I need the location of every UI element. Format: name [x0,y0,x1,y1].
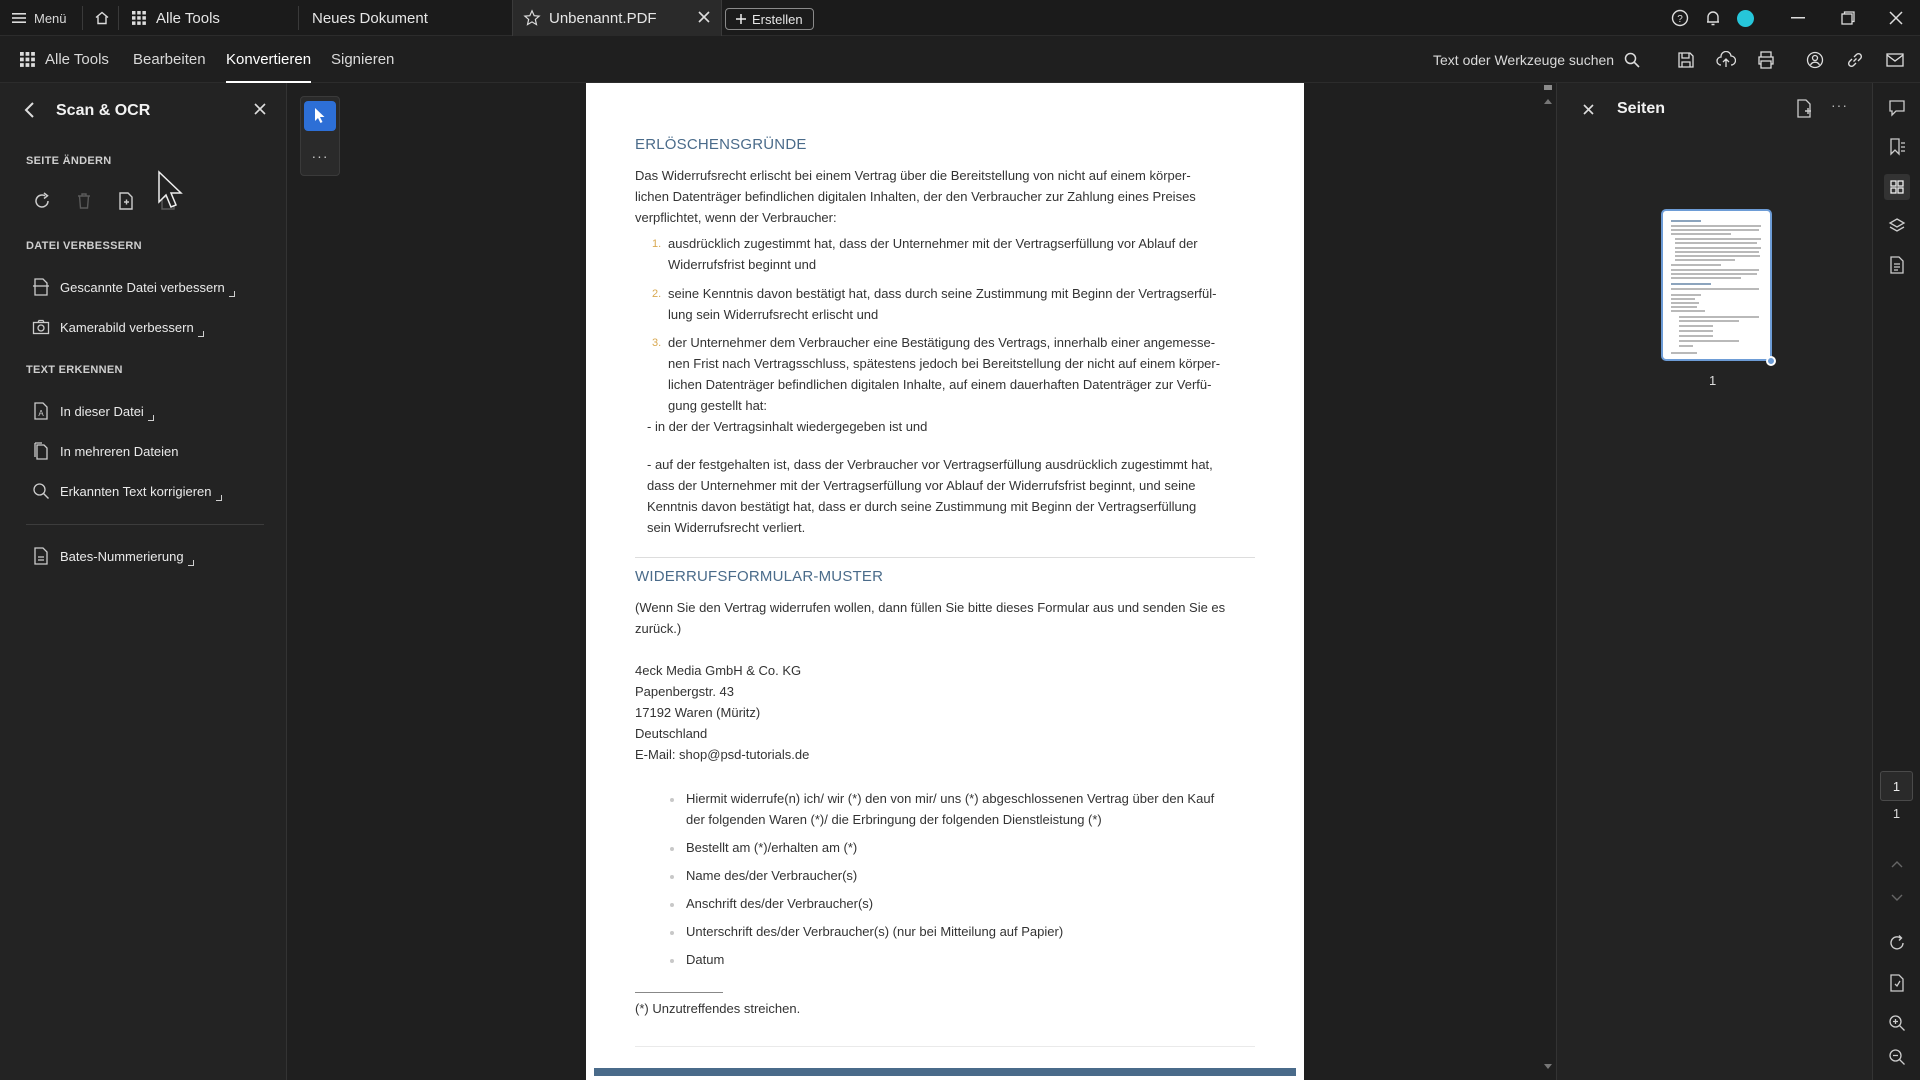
tab-unbenannt-pdf[interactable] [512,0,722,36]
paragraph [635,597,1255,639]
bullet [670,798,674,802]
bullet [670,875,674,879]
section-heading: SEITE ÄNDERN [26,155,112,167]
submenu-indicator [216,495,222,501]
thumb-line [1671,264,1721,266]
close-icon [1889,11,1903,25]
tab-label: Bearbeiten [133,51,206,68]
trash-icon [74,191,94,211]
star-icon[interactable] [523,9,541,27]
thumbnail-page-number: 1 [1709,373,1717,388]
svg-text:A: A [38,409,44,418]
more-options-icon[interactable]: ··· [1831,97,1848,113]
tab-bearbeiten[interactable] [133,36,206,83]
bates-numbering-item[interactable] [32,541,194,571]
text-line: dass der Unternehmer mit der Vertragserfüllung vor Ablauf der Widerrufsfrist beginnt, und seine [647,478,1196,493]
page-options-icon[interactable] [1795,99,1813,119]
share-user-icon[interactable] [1803,48,1827,72]
select-tool-button[interactable] [304,101,336,131]
list-number: 2. [652,288,662,300]
plus-icon [736,14,746,24]
create-button[interactable] [725,8,814,30]
bell-icon[interactable] [1704,9,1722,27]
thumb-line [1679,345,1693,347]
right-tool-rail [1872,83,1920,1080]
bookmark-icon[interactable] [1885,135,1909,159]
item-label: Erkannten Text korrigieren [60,483,212,499]
scroll-up-icon[interactable] [1544,98,1552,104]
thumb-line [1679,316,1759,318]
text-line: - auf der festgehalten ist, dass der Verbraucher vor Vertragserfüllung ausdrücklich zugestimmt hat, [647,457,1213,472]
thumb-line [1675,247,1761,249]
mouse-cursor-icon [157,170,185,210]
text-line: der Unternehmer dem Verbraucher eine Bestätigung des Vertrags, innerhalb einer angemesse- [668,335,1216,350]
section-heading: DATEI VERBESSERN [26,240,142,252]
upload-cloud-icon[interactable] [1714,48,1738,72]
separator [298,6,299,30]
item-label: Kamerabild verbessern [60,319,194,335]
bullet-item: Name des/der Verbraucher(s) [686,868,858,883]
pages-panel [1556,83,1872,1080]
home-icon [94,10,110,26]
text-doc-icon [32,402,50,420]
more-tools-icon[interactable]: ··· [311,148,329,164]
bullet [670,903,674,907]
link-icon[interactable] [1843,48,1867,72]
pointer-icon [313,107,327,125]
scan-doc-icon [32,278,50,296]
search-label: Text oder Werkzeuge suchen [1433,51,1615,68]
text-line: verpflichtet, wenn der Verbraucher: [635,210,837,225]
divider [635,557,1255,558]
thumb-line [1679,330,1713,332]
thumb-line [1671,310,1705,312]
text-line: seine Kenntnis davon bestätigt hat, dass durch seine Zustimmung mit Beginn der Vertragserfül- [668,286,1217,301]
section-heading: WIDERRUFSFORMULAR-MUSTER [635,568,884,585]
list-number: 1. [652,238,662,250]
dash-item: - in der der Vertragsinhalt wiedergegeben ist und [647,419,928,434]
bullet-item [686,788,1214,830]
dash-item [647,454,1213,538]
tab-konvertieren[interactable] [226,36,311,83]
page-down-icon [1885,886,1909,910]
item-label: Gescannte Datei verbessern [60,279,225,295]
thumb-line [1671,352,1697,354]
svg-text:?: ? [1677,14,1683,25]
bullet [670,847,674,851]
tab-label: Neues Dokument [312,9,428,27]
paragraph [635,165,1255,228]
thumb-line [1671,229,1759,231]
submenu-indicator [198,331,204,337]
tab-label: Konvertieren [226,51,312,68]
text-line: Papenbergstr. 43 [635,684,735,699]
comment-icon[interactable] [1885,96,1909,120]
back-icon[interactable] [22,100,36,120]
minimize-icon [1791,17,1805,19]
all-tools-label: Alle Tools [156,9,220,27]
thumbnail-resize-handle[interactable] [1766,356,1776,366]
text-line: 4eck Media GmbH & Co. KG [635,663,802,678]
recognize-this-file-item[interactable] [32,396,154,426]
text-line: zurück.) [635,621,682,636]
correct-text-item[interactable] [32,476,222,506]
page-footer-bar [594,1068,1296,1076]
vertical-scrollbar[interactable] [1540,83,1556,1080]
search-icon [1624,52,1640,68]
submenu-indicator [229,291,235,297]
thumb-line [1675,238,1761,240]
panel-title: Seiten [1617,100,1666,117]
menu-label: Menü [34,10,67,26]
section-heading: ERLÖSCHENSGRÜNDE [635,136,807,153]
scroll-down-icon[interactable] [1544,1064,1552,1070]
camera-icon [32,318,50,336]
item-label: In dieser Datei [60,403,144,419]
thumb-line [1671,277,1741,279]
insert-page-icon[interactable] [116,191,136,211]
zoom-in-icon[interactable] [1885,1011,1909,1035]
bullet-item: Bestellt am (*)/erhalten am (*) [686,840,858,855]
submenu-indicator [188,560,194,566]
layers-icon[interactable] [1885,214,1909,238]
thumb-line [1671,294,1701,296]
thumb-line [1671,225,1761,227]
tab-signieren[interactable] [331,36,394,83]
all-tools-tab[interactable] [132,0,220,36]
bullet [670,931,674,935]
enhance-camera-item[interactable] [32,312,204,342]
search-tools-button[interactable] [1433,36,1640,83]
zoom-out-icon[interactable] [1885,1045,1909,1069]
panel-title: Scan & OCR [56,102,151,119]
tab-label: Signieren [331,51,395,68]
close-pages-icon[interactable] [1583,104,1594,115]
text-line: Hiermit widerrufe(n) ich/ wir (*) den von mir/ uns (*) abgeschlossenen Vertrag über den Kauf [686,791,1215,806]
magnify-text-icon [32,482,50,500]
close-panel-icon[interactable] [254,103,266,115]
document-properties-icon[interactable] [1885,253,1909,277]
close-tab-icon[interactable] [698,11,710,23]
thumb-line [1671,302,1699,304]
thumb-line [1675,255,1760,257]
rotate-icon[interactable] [32,191,52,211]
minimize-button[interactable] [1778,0,1818,36]
restore-icon [1841,11,1855,25]
text-line: lichen Datenträger befindlichen digitalen Inhalte, auf einem dauerhaften Datenträger zur Verfü- [668,377,1212,392]
section-heading: TEXT ERKENNEN [26,364,123,376]
grid-icon [132,11,146,25]
save-icon[interactable] [1674,48,1698,72]
text-line: Widerrufsfrist beginnt und [668,257,817,272]
menu-button[interactable] [12,0,67,36]
current-page-input[interactable]: 1 [1880,771,1913,801]
footnote: (*) Unzutreffendes streichen. [635,1001,801,1016]
create-label: Erstellen [752,11,803,27]
list-item [668,233,1198,275]
text-line: ausdrücklich zugestimmt hat, dass der Unternehmer mit der Vertragserfüllung vor Ablauf der [668,236,1198,251]
text-line: Deutschland [635,726,708,741]
scan-ocr-panel [0,83,287,1080]
divider [635,1046,1255,1047]
separator [82,6,83,30]
text-line: Das Widerrufsrecht erlischt bei einem Vertrag über die Bereitstellung von nicht auf einem körper- [635,168,1191,183]
main-toolbar [0,36,1920,83]
print-icon[interactable] [1754,48,1778,72]
item-label: Bates-Nummerierung [60,548,184,564]
pages-thumbnails-icon[interactable] [1884,174,1910,200]
text-line: der folgenden Waren (*)/ die Erbringung der folgenden Dienstleistung (*) [686,812,1102,827]
help-icon[interactable] [1671,9,1689,27]
text-line: E-Mail: shop@psd-tutorials.de [635,747,810,762]
thumb-line [1671,283,1711,285]
thumb-line [1679,340,1739,342]
page-up-icon [1885,852,1909,876]
item-label: In mehreren Dateien [60,443,179,459]
text-line: lung sein Widerrufsrecht erlischt und [668,307,879,322]
scrollbar-thumb[interactable] [1544,85,1552,90]
text-line: nen Frist nach Vertragsschluss, spätestens jedoch bei Bereitstellung der nicht auf einem körper- [668,356,1221,371]
thumb-line [1679,320,1739,322]
bullet-item: Datum [686,952,725,967]
footnote-rule [635,992,723,993]
tab-label: Unbenannt.PDF [549,9,657,27]
thumb-line [1671,233,1731,235]
list-item [668,332,1220,416]
recognize-multiple-files-item[interactable] [32,436,179,466]
export-page-icon[interactable] [1885,971,1909,995]
bullet-item: Unterschrift des/der Verbraucher(s) (nur bei Mitteilung auf Papier) [686,924,1064,939]
quick-tool-palette [300,96,340,176]
thumb-line [1671,273,1757,275]
thumb-line [1679,335,1713,337]
total-pages: 1 [1892,806,1901,821]
text-line: Kenntnis davon bestätigt hat, dass er durch seine Zustimmung mit Beginn der Vertragserfüllung [647,499,1197,514]
text-line: lichen Datenträger befindlichen digitalen Inhalten, der den Verbraucher zur Zahlung eines Preises [635,189,1196,204]
thumb-line [1675,259,1735,261]
close-window-button[interactable] [1876,0,1916,36]
list-item [668,283,1216,325]
bullet [670,959,674,963]
thumb-line [1671,298,1695,300]
multi-doc-icon [32,442,50,460]
enhance-scan-item[interactable] [32,272,235,302]
tab-neues-dokument[interactable] [312,0,428,36]
restore-button[interactable] [1828,0,1868,36]
grid-icon [20,52,35,67]
mail-icon[interactable] [1883,48,1907,72]
thumb-line [1671,220,1701,222]
avatar[interactable] [1737,10,1754,27]
pdf-page [586,83,1304,1080]
text-line: (Wenn Sie den Vertrag widerrufen wollen, dann füllen Sie bitte dieses Formular aus und senden Sie es [635,600,1226,615]
thumb-line [1675,242,1757,244]
refresh-icon[interactable] [1885,931,1909,955]
thumb-line [1671,288,1759,290]
bullet-item: Anschrift des/der Verbraucher(s) [686,896,874,911]
title-bar [0,0,1920,36]
text-line: sein Widerrufsrecht verliert. [647,520,806,535]
list-number: 3. [652,337,662,349]
page-thumbnail[interactable] [1661,209,1772,361]
all-tools-button[interactable] [20,36,109,83]
home-button[interactable] [90,6,114,30]
thumb-line [1679,325,1713,327]
bates-doc-icon [32,547,50,565]
hamburger-icon [12,12,26,24]
text-line: 17192 Waren (Müritz) [635,705,761,720]
text-line: gung gestellt hat: [668,398,768,413]
all-tools-label: Alle Tools [45,51,109,68]
address-block [635,660,1255,765]
submenu-indicator [148,415,154,421]
thumb-line [1671,269,1759,271]
separator [118,6,119,30]
thumb-line [1675,251,1759,253]
thumb-line [1671,306,1697,308]
divider [26,524,264,525]
